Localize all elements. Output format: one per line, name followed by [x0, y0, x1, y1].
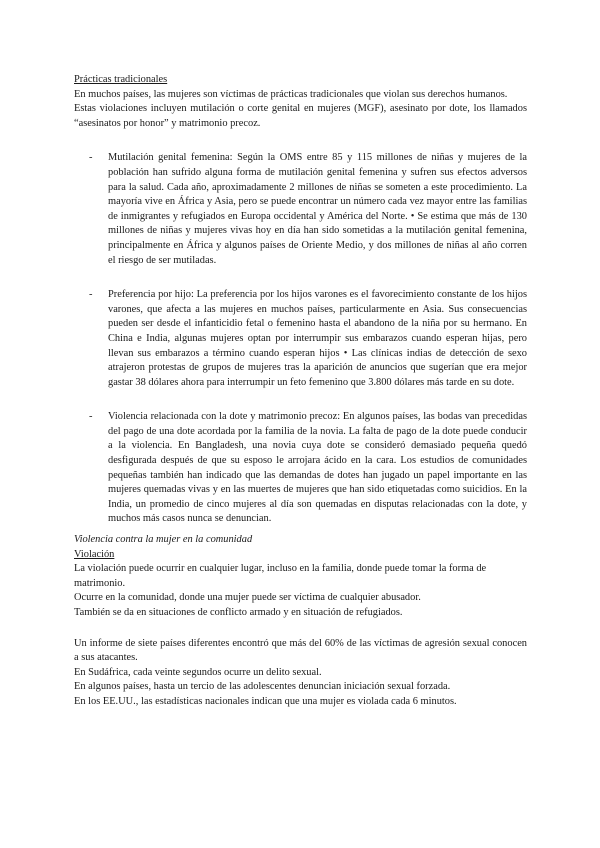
list-item [74, 288, 527, 390]
section-title-comunidad: Violencia contra la mujer en la comunidad [74, 534, 253, 546]
stat-line: Un informe de siete países diferentes encontró que más del 60% de las víctimas de agresión sexual conocen a sus atacantes. [74, 637, 527, 664]
practices-list [74, 151, 527, 527]
bullet-marker: - [89, 152, 93, 164]
intro-paragraph: En muchos países, las mujeres son víctimas de prácticas tradicionales que violan sus derechos humanos. [74, 88, 508, 100]
section-heading-practicas: Prácticas tradicionales [74, 74, 168, 85]
list-item-text: Preferencia por hijo: La preferencia por los hijos varones es el favorecimiento constante de los hijos varones, que afecta a las mujeres en muchos países, particularmente en Asia. Sus consecuencias pueden ser desde el infanticidio fetal o femenino hasta el abandono de la niña por su hermano. En China e India, algunas mujeres optan por interrumpir sus embarazos cuando esperan hijas, pero llevan sus embarazos a término cuando esperan hijos • Las clínicas indias de detección de sexo atrajeron protestas de grupos de mujeres tras la aparición de anuncios que sugerían que era mejor gastar 38 dólares ahora para interrumpir un feto femenino que 3.800 dólares más tarde en su dote. [108, 289, 527, 388]
list-item [74, 151, 527, 268]
subheading-violacion: Violación [74, 548, 115, 560]
stat-line: En algunos países, hasta un tercio de las adolescentes denuncian iniciación sexual forzada. [74, 681, 451, 693]
list-item-text: Mutilación genital femenina: Según la OMS entre 85 y 115 millones de niñas y mujeres de la población han sufrido alguna forma de mutilación genital femenina y sufren sus efectos adversos para la salud. Cada año, aproximadamente 2 millones de niñas se someten a este procedimiento. La mayoría vive en África y Asia, pero se puede encontrar un número cada vez mayor entre las familias de inmigrantes y refugiados en Europa occidental y América del Norte. • Se estima que más de 130 millones de niñas y mujeres vivas hoy en día han sido sometidas a la mutilación genital femenina, principalmente en África y algunos países de Oriente Medio, y dos millones de niñas al año corren el riesgo de ser mutiladas. [108, 152, 527, 266]
bullet-marker: - [89, 411, 93, 423]
body-line: También se da en situaciones de conflicto armado y en situación de refugiados. [74, 607, 403, 618]
intro-paragraph: Estas violaciones incluyen mutilación o corte genital en mujeres (MGF), asesinato por dote, los llamados “asesinatos por honor” y matrimonio precoz. [74, 103, 527, 129]
bullet-marker: - [89, 289, 93, 301]
stat-line: En los EE.UU., las estadísticas nacionales indican que una mujer es violada cada 6 minutos. [74, 695, 457, 707]
body-line: La violación puede ocurrir en cualquier lugar, incluso en la familia, donde puede tomar la forma de matrimonio. [74, 563, 487, 589]
document-body [74, 73, 527, 710]
list-item [74, 410, 527, 527]
list-item-text: Violencia relacionada con la dote y matrimonio precoz: En algunos países, las bodas van precedidas del pago de una dote acordada por la familia de la novia. La falta de pago de la dote puede conducir a la violencia. En Bangladesh, una novia cuya dote se consideró demasiado pequeña quedó desfigurada después de que su esposo le arrojara ácido en la cara. Los estudios de comunidades pequeñas también han indicado que las demandas de dotes han jugado un papel importante en las mujeres quemadas vivas y en las muertes de mujeres que han sido etiquetadas como suicidios. En la India, un promedio de cinco mujeres al día son quemadas en disputas relacionadas con la dote, y muchos más casos nunca se denuncian. [108, 411, 527, 525]
stat-line: En Sudáfrica, cada veinte segundos ocurre un delito sexual. [74, 666, 322, 678]
body-line: Ocurre en la comunidad, donde una mujer puede ser víctima de cualquier abusador. [74, 592, 421, 604]
